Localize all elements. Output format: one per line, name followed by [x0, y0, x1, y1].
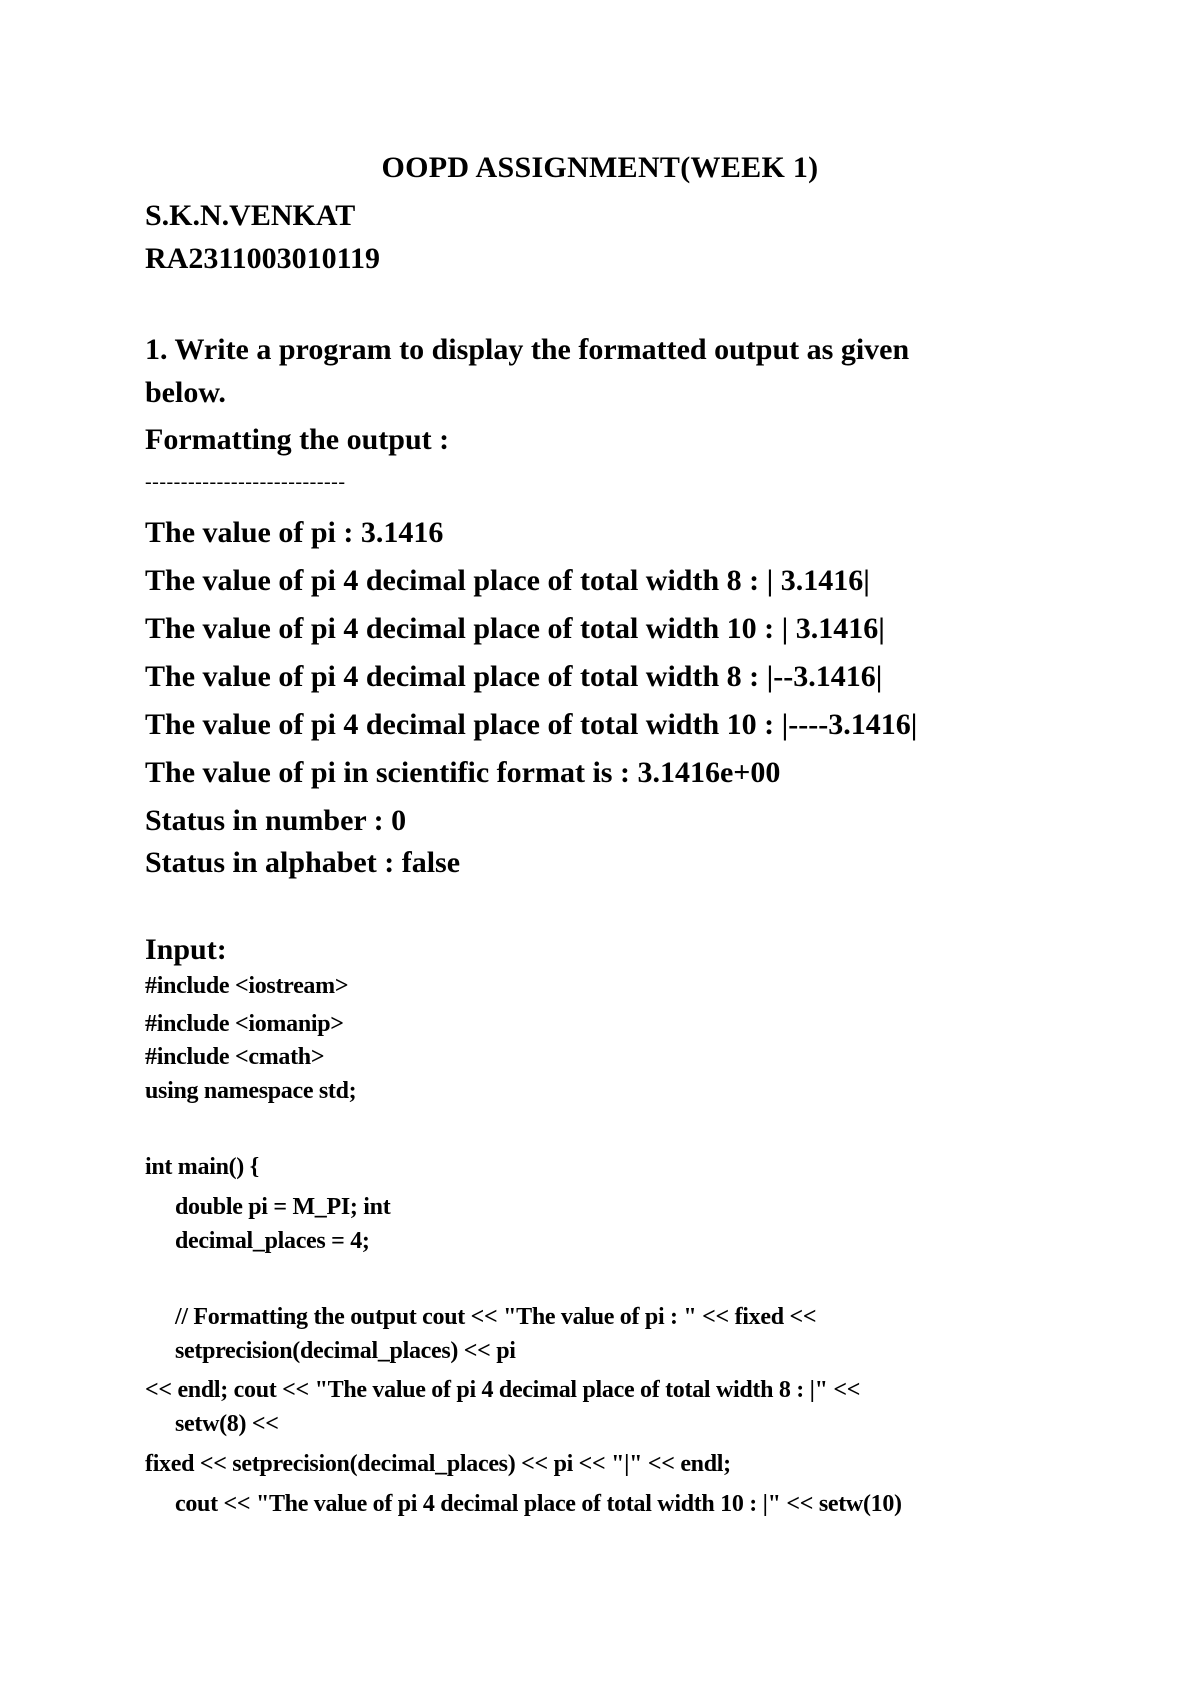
question-text-line-2: below. — [145, 376, 226, 409]
register-number: RA2311003010119 — [145, 242, 381, 275]
code-line: setw(8) << — [175, 1411, 279, 1437]
code-line: using namespace std; — [145, 1078, 357, 1104]
code-line: setprecision(decimal_places) << pi — [175, 1338, 516, 1364]
code-line: cout << "The value of pi 4 decimal place of total width 10 : |" << setw(10) — [175, 1491, 902, 1517]
output-line: Status in alphabet : false — [145, 846, 461, 879]
document-title: OOPD ASSIGNMENT(WEEK 1) — [381, 151, 819, 184]
output-line: The value of pi 4 decimal place of total width 10 : |----3.1416| — [145, 708, 918, 741]
code-line: decimal_places = 4; — [175, 1228, 370, 1254]
code-line: << endl; cout << "The value of pi 4 decimal place of total width 8 : |" << — [145, 1377, 861, 1403]
student-name: S.K.N.VENKAT — [145, 199, 356, 232]
output-line: The value of pi 4 decimal place of total width 10 : | 3.1416| — [145, 612, 885, 645]
input-label: Input: — [145, 933, 227, 966]
code-line: double pi = M_PI; int — [175, 1194, 391, 1220]
divider-line: ---------------------------- — [145, 471, 346, 493]
code-comment-line: // Formatting the output cout << "The value of pi : " << fixed << — [175, 1304, 817, 1330]
output-line: Status in number : 0 — [145, 804, 407, 837]
code-line: #include <iomanip> — [145, 1011, 344, 1037]
question-text-line-1: 1. Write a program to display the formatted output as given — [145, 333, 910, 366]
output-line: The value of pi 4 decimal place of total width 8 : | 3.1416| — [145, 564, 870, 597]
output-line: The value of pi in scientific format is : 3.1416e+00 — [145, 756, 781, 789]
output-heading: Formatting the output : — [145, 423, 450, 456]
output-line: The value of pi 4 decimal place of total width 8 : |--3.1416| — [145, 660, 883, 693]
code-line: #include <iostream> — [145, 973, 349, 999]
code-line: int main() { — [145, 1154, 259, 1180]
output-line: The value of pi : 3.1416 — [145, 516, 444, 549]
code-line: fixed << setprecision(decimal_places) << pi << "|" << endl; — [145, 1451, 731, 1477]
code-line: #include <cmath> — [145, 1044, 325, 1070]
